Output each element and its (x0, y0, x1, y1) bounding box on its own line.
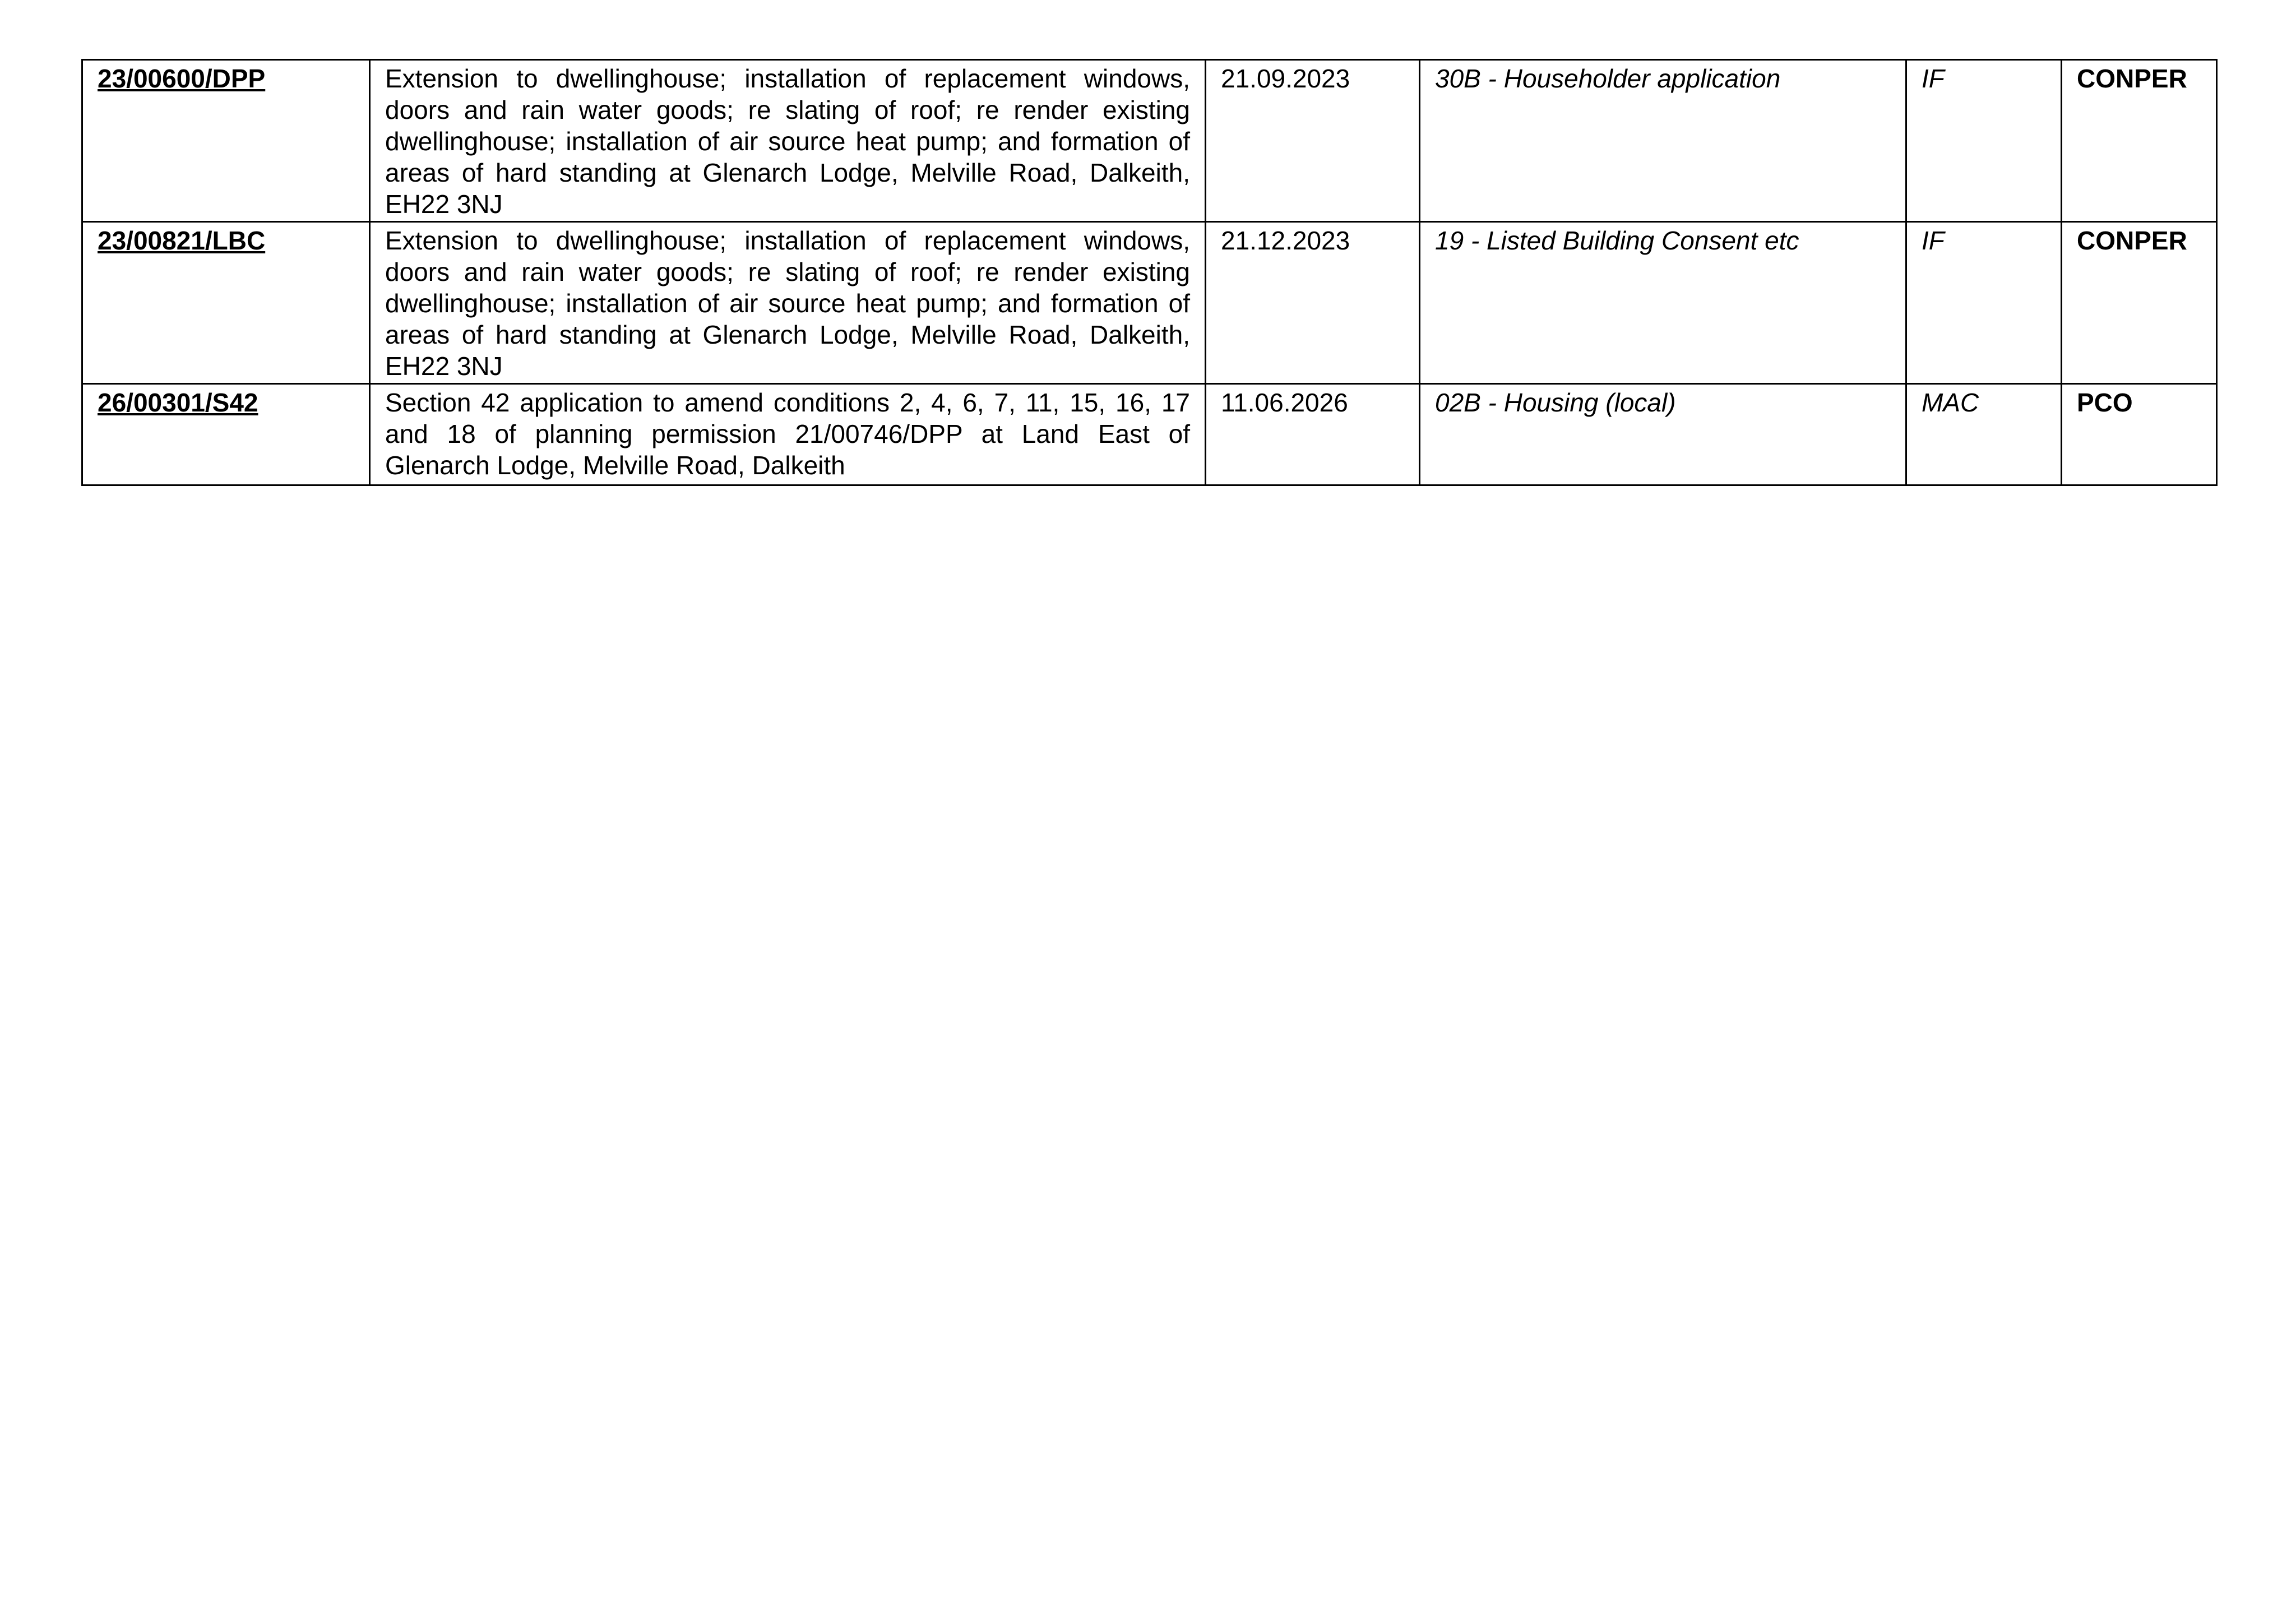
decision-code: CONPER (2062, 222, 2217, 384)
application-description: Extension to dwellinghouse; installation of replacement windows, doors and rain water goods; re slating of roof; re render existing dwellinghouse; installation of air source heat pump; and formation of areas of hard standing at Glenarch Lodge, Melville Road, Dalkeith, EH22 3NJ (370, 60, 1206, 222)
application-description: Extension to dwellinghouse; installation of replacement windows, doors and rain water goods; re slating of roof; re render existing dwellinghouse; installation of air source heat pump; and formation of areas of hard standing at Glenarch Lodge, Melville Road, Dalkeith, EH22 3NJ (370, 222, 1206, 384)
application-date: 21.12.2023 (1206, 222, 1420, 384)
applications-table (81, 59, 2218, 486)
table-row (82, 384, 2217, 485)
application-ref-cell (82, 60, 370, 222)
table-row (82, 222, 2217, 384)
application-date: 11.06.2026 (1206, 384, 1420, 485)
application-ref-link[interactable]: 23/00821/LBC (98, 226, 266, 255)
application-description: Section 42 application to amend conditions 2, 4, 6, 7, 11, 15, 16, 17 and 18 of planning permission 21/00746/DPP at Land East of Glenarch Lodge, Melville Road, Dalkeith (370, 384, 1206, 485)
application-date: 21.09.2023 (1206, 60, 1420, 222)
application-type: 19 - Listed Building Consent etc (1420, 222, 1906, 384)
decision-code: CONPER (2062, 60, 2217, 222)
table-row (82, 60, 2217, 222)
application-type: 02B - Housing (local) (1420, 384, 1906, 485)
application-ref-cell (82, 222, 370, 384)
application-ref-link[interactable]: 26/00301/S42 (98, 388, 258, 417)
application-ref-cell (82, 384, 370, 485)
application-ref-link[interactable]: 23/00600/DPP (98, 64, 266, 93)
decision-code: PCO (2062, 384, 2217, 485)
case-officer: MAC (1906, 384, 2062, 485)
application-type: 30B - Householder application (1420, 60, 1906, 222)
case-officer: IF (1906, 60, 2062, 222)
case-officer: IF (1906, 222, 2062, 384)
